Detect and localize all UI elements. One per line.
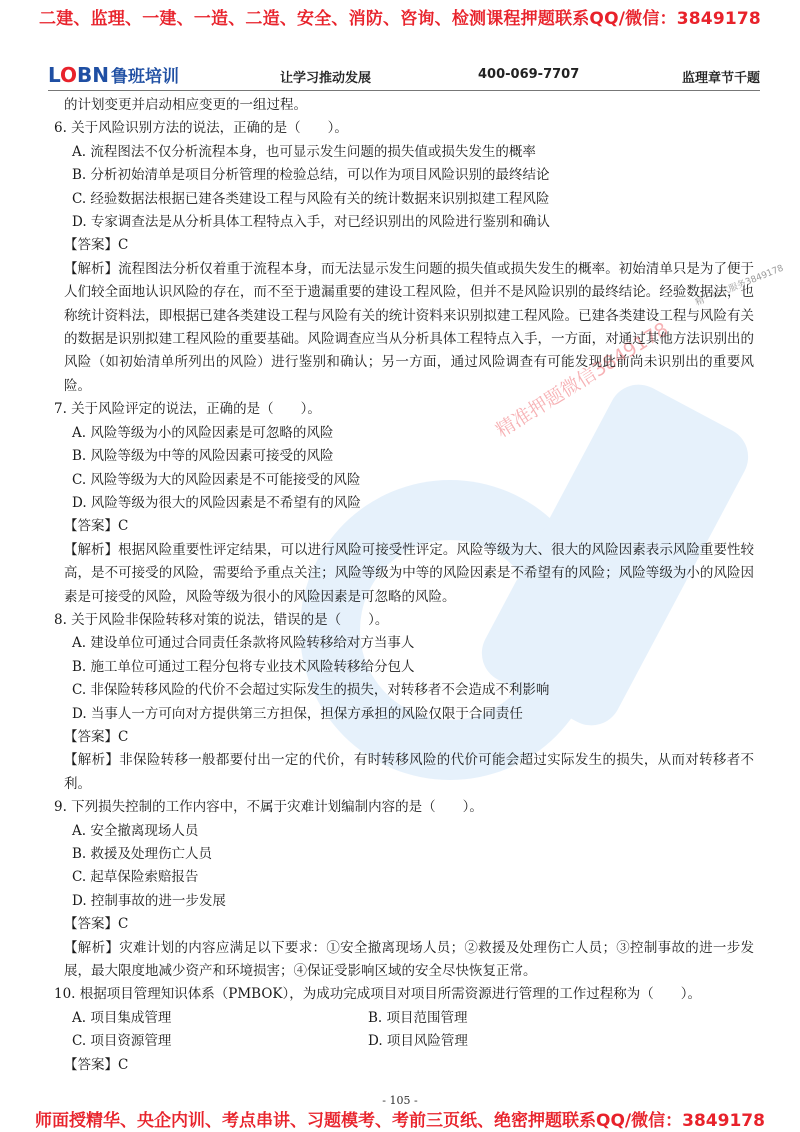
question-7-option-d: D. 风险等级为很大的风险因素是不希望有的风险 bbox=[72, 494, 361, 511]
question-6-option-d: D. 专家调查法是从分析具体工程特点入手，对已经识别出的风险进行鉴别和确认 bbox=[72, 214, 550, 231]
question-10-options-row-2 bbox=[64, 1030, 754, 1053]
question-6-option-c: C. 经验数据法根据已建各类建设工程与风险有关的统计数据来识别拟建工程风险 bbox=[72, 190, 550, 207]
diagonal-watermark-text: 精准押题微信3849178 bbox=[492, 318, 673, 443]
question-8-stem: 8. 关于风险非保险转移对策的说法，错误的是（ ）。 bbox=[54, 611, 389, 628]
question-8-explanation: 【解析】非保险转移一般都要付出一定的代价，有时转移风险的代价可能会超过实际发生的损失，从而对转移者不利。 bbox=[64, 752, 754, 792]
question-7-option-b: B. 风险等级为中等的风险因素可接受的风险 bbox=[72, 448, 334, 465]
question-8-option-b: B. 施工单位可通过工程分包将专业技术风险转移给分包人 bbox=[72, 658, 415, 675]
question-6-stem: 6. 关于风险识别方法的说法，正确的是（ ）。 bbox=[54, 120, 348, 137]
page-number: - 105 - bbox=[382, 1094, 418, 1107]
corner-watermark-text: 精一站式服务3849178 bbox=[694, 263, 786, 309]
question-8-option-a: A. 建设单位可通过合同责任条款将风险转移给对方当事人 bbox=[72, 635, 415, 652]
question-7-stem: 7. 关于风险评定的说法，正确的是（ ）。 bbox=[54, 401, 321, 418]
question-6-option-b: B. 分析初始清单是项目分析管理的检验总结，可以作为项目风险识别的最终结论 bbox=[72, 167, 550, 184]
question-10-option-a: A. 项目集成管理 bbox=[72, 1009, 172, 1026]
bottom-promo-banner: 师面授精华、央企内训、考点串讲、习题模考、考前三页纸、绝密押题联系QQ/微信：3849178 bbox=[35, 1111, 765, 1131]
luban-logo: LOBN 鲁班培训 bbox=[48, 63, 180, 87]
question-7-option-a: A. 风险等级为小的风险因素是可忽略的风险 bbox=[72, 424, 334, 441]
question-9-explanation: 【解析】灾难计划的内容应满足以下要求：①安全撤离现场人员；②救援及处理伤亡人员；③控制事故的进一步发展，最大限度地减少资产和环境损害；④保证受影响区域的安全尽快恢复正常。 bbox=[64, 939, 754, 980]
question-9-option-c: C. 起草保险索赔报告 bbox=[72, 869, 199, 886]
question-7-answer: 【答案】C bbox=[64, 518, 129, 535]
question-6-explanation: 【解析】流程图法分析仅着重于流程本身，而无法显示发生问题的损失值或损失发生的概率。初始清单只是为了便于人们较全面地认识风险的存在，而不至于遗漏重要的建设工程风险，但并不是风险识别的最终结论。经验数据法，也称统计资料法，即根据已建各类建设工程与风险有关的统计资料来识别拟建工程风险。已建各类建设工程与风险有关的数据是识别拟建工程风险的重要基础。风险调查应当从分析具体工程特点入手，一方面，对通过其他方法识别出的风险（如初始清单所列出的风险）进行鉴别和确认；另一方面，通过风险调查有可能发现此前尚未识别出的重要风险。 bbox=[64, 260, 754, 394]
question-8-answer: 【答案】C bbox=[64, 728, 129, 745]
question-9-stem: 9. 下列损失控制的工作内容中，不属于灾难计划编制内容的是（ ）。 bbox=[54, 799, 483, 816]
question-6-option-a: A. 流程图法不仅分析流程本身，也可显示发生问题的损失值或损失发生的概率 bbox=[72, 143, 536, 160]
question-10-option-b: B. 项目范围管理 bbox=[368, 1009, 468, 1026]
question-10-options-row-1 bbox=[64, 1007, 754, 1030]
question-7-option-c: C. 风险等级为大的风险因素是不可能接受的风险 bbox=[72, 471, 361, 488]
header-divider bbox=[48, 90, 760, 91]
intro-line: 的计划变更并启动相应变更的一组过程。 bbox=[64, 97, 307, 113]
question-10-option-c: C. 项目资源管理 bbox=[72, 1033, 172, 1050]
question-8-option-c: C. 非保险转移风险的代价不会超过实际发生的损失，对转移者不会造成不利影响 bbox=[72, 682, 550, 699]
question-9-answer: 【答案】C bbox=[64, 916, 129, 933]
question-7-explanation: 【解析】根据风险重要性评定结果，可以进行风险可接受性评定。风险等级为大、很大的风险因素表示风险重要性较高，是不可接受的风险，需要给予重点关注；风险等级为中等的风险因素是不希望有的风险；风险等级为小的风险因素是可接受的风险，风险等级为很小的风险因素是可忽略的风险。 bbox=[64, 541, 754, 605]
question-9-option-a: A. 安全撤离现场人员 bbox=[72, 822, 199, 839]
question-10-option-d: D. 项目风险管理 bbox=[368, 1033, 468, 1050]
question-8-option-d: D. 当事人一方可向对方提供第三方担保，担保方承担的风险仅限于合同责任 bbox=[72, 705, 523, 722]
question-9-option-b: B. 救援及处理伤亡人员 bbox=[72, 846, 213, 862]
page-header bbox=[48, 62, 760, 90]
header-doc-title: 监理章节千题 bbox=[681, 71, 760, 86]
question-10-stem: 10. 根据项目管理知识体系（PMBOK），为成功完成项目对项目所需资源进行管理的工作过程称为（ ）。 bbox=[54, 986, 701, 1003]
header-phone: 400-069-7707 bbox=[478, 67, 580, 82]
question-10-answer: 【答案】C bbox=[64, 1056, 129, 1073]
top-promo-banner: 二建、监理、一建、一造、二造、安全、消防、咨询、检测课程押题联系QQ/微信：3849178 bbox=[39, 9, 761, 29]
question-content bbox=[54, 94, 754, 1077]
question-9-option-d: D. 控制事故的进一步发展 bbox=[72, 892, 226, 909]
header-slogan: 让学习推动发展 bbox=[280, 71, 372, 86]
question-6-answer: 【答案】C bbox=[64, 237, 129, 254]
